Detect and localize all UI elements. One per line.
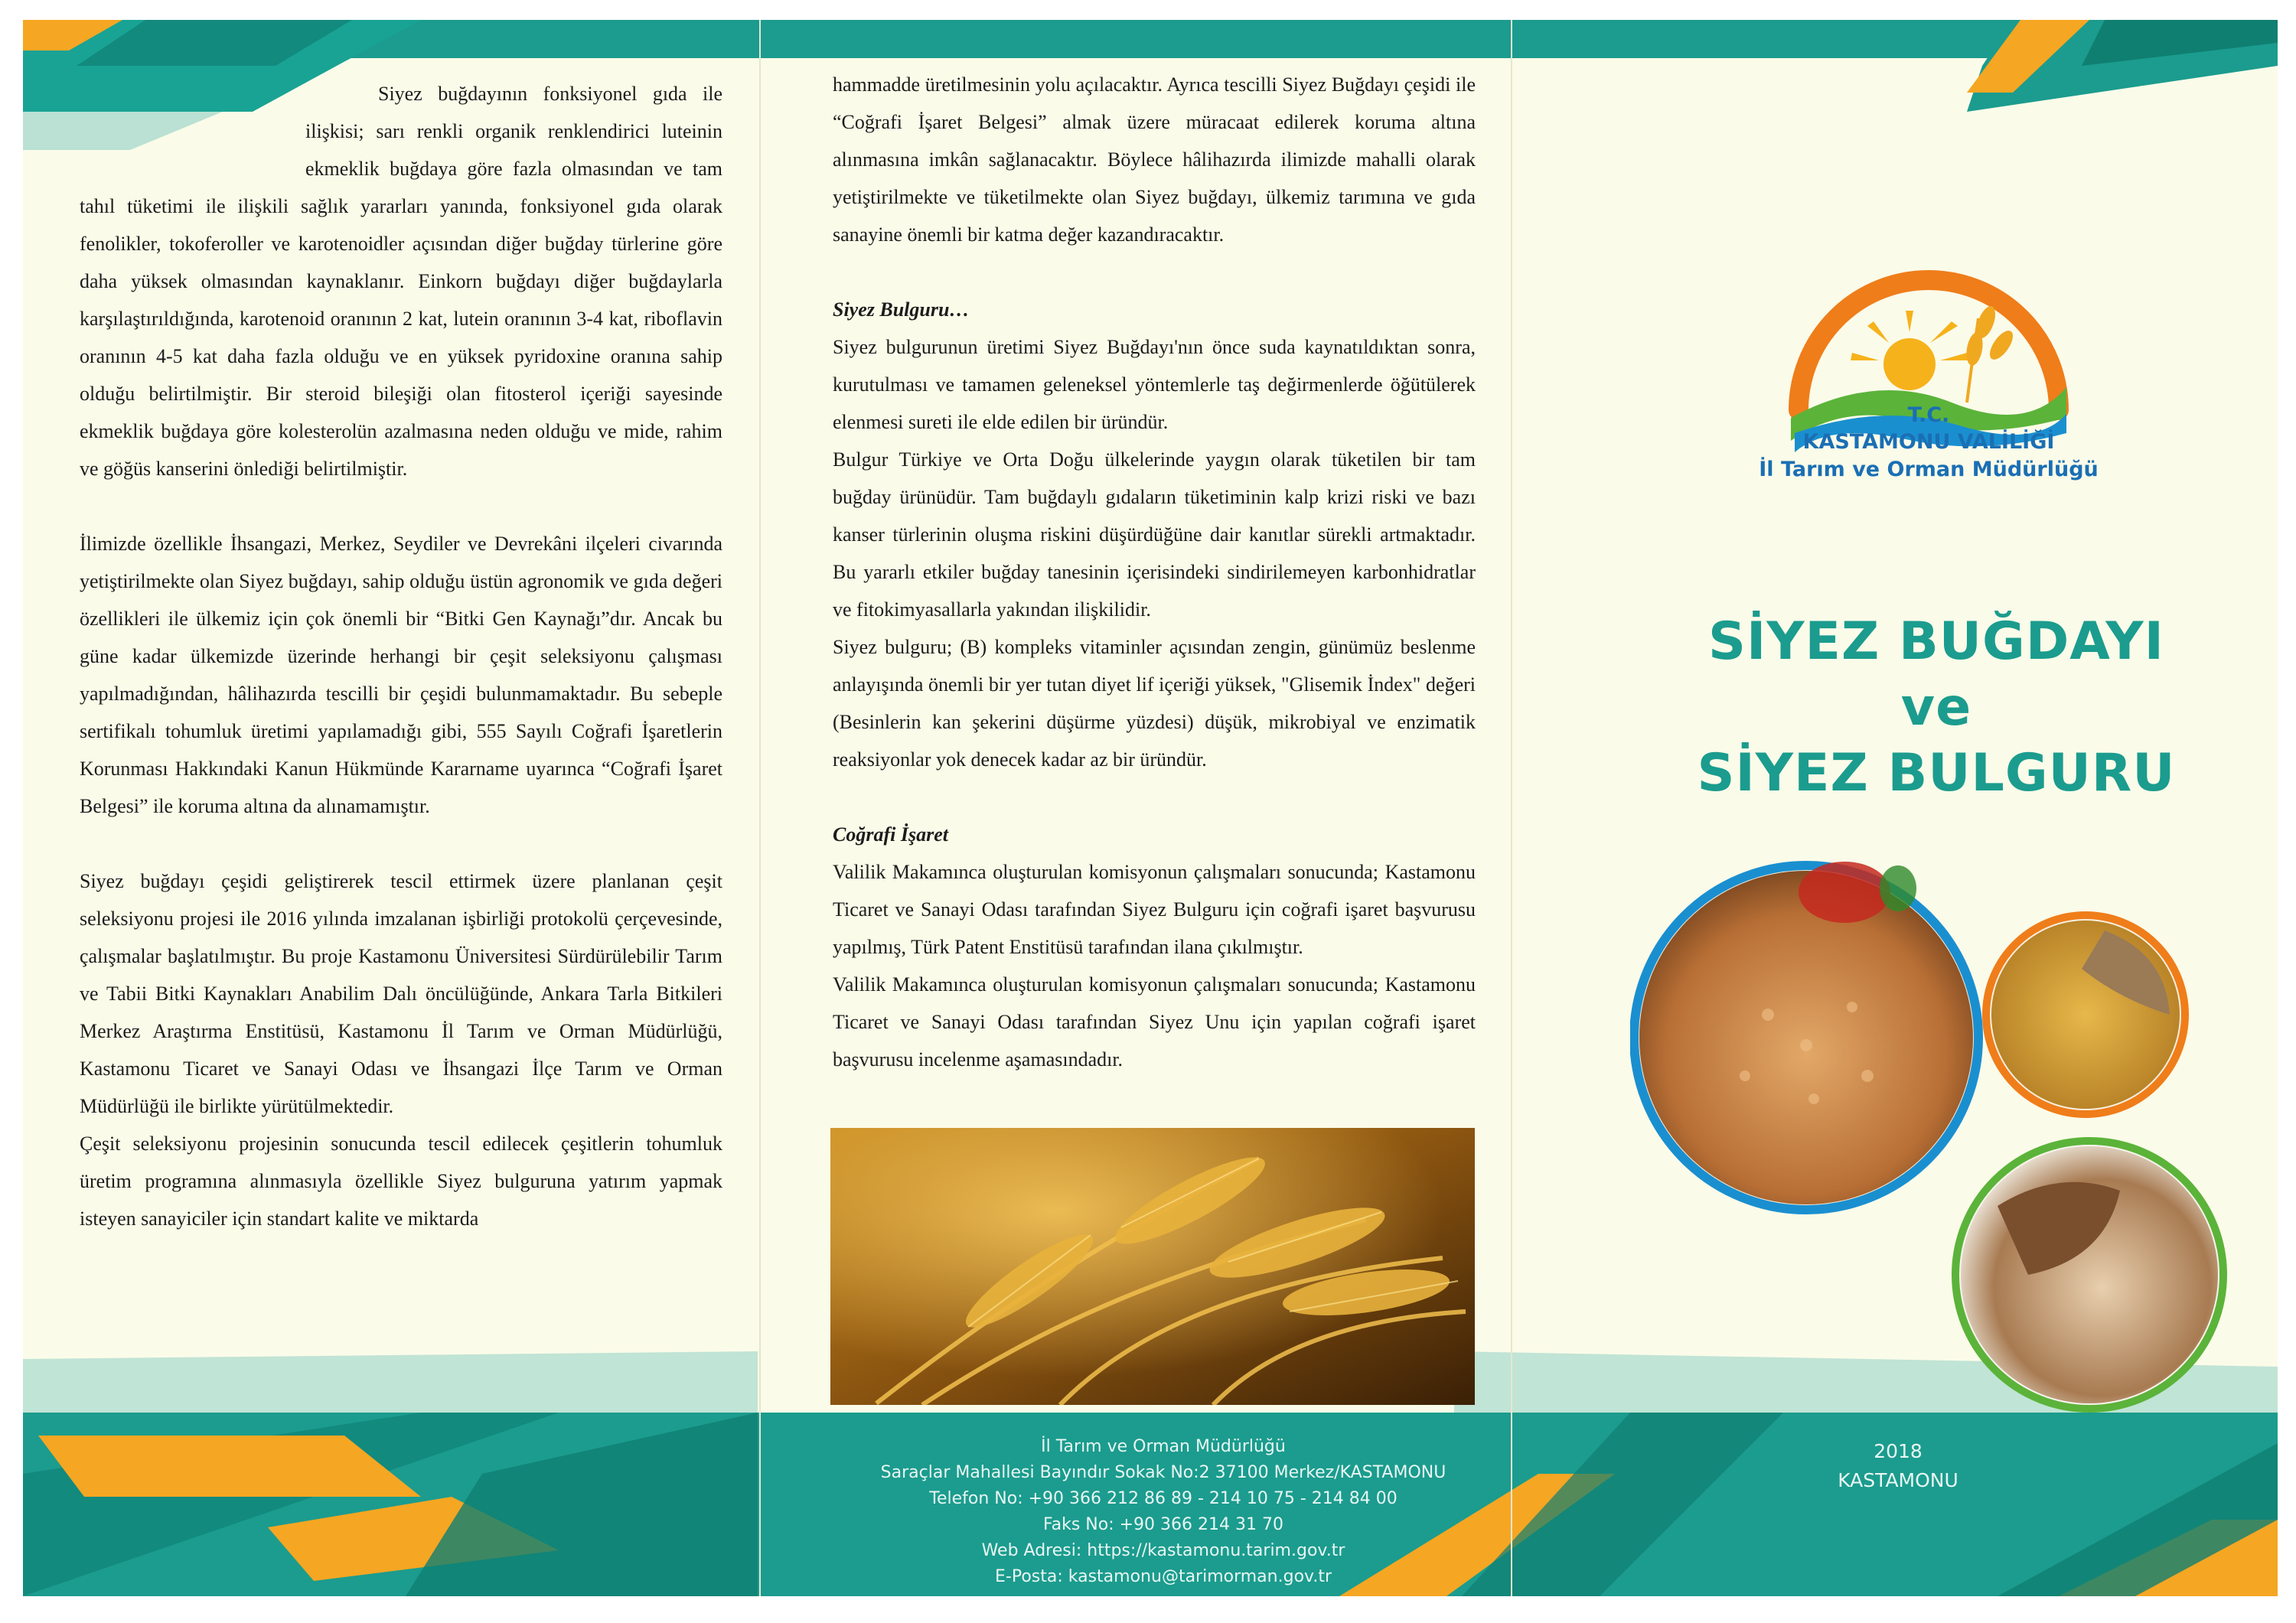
- contact-fax: Faks No: +90 366 214 31 70: [1042, 1515, 1283, 1534]
- left-intro-paragraph: Siyez buğdayının fonksiyonel gıda ile ilişkisi; sarı renkli organik renklendirici luteinin ekmeklik buğdaya göre fazla olmasından ve tam tahıl tüketimi ile ilişkili sağlık yararları yanında, fonksiyonel gıda olarak fenolikler, tokoferoller ve karotenoidler açısından diğer buğday türlerine göre daha yüksek olmasından kaynaklanır. Einkorn buğdayı diğer buğdaylarla karşılaştırıldığında, karotenoid oranının 2 kat, lutein oranının 3-4 kat, riboflavin oranının 4-5 kat daha fazla olduğu ve en yüksek pyridoxine oranına sahip olduğu belirtilmiştir. Bir steroid bileşiği olan fitosterol içeriği sayesinde ekmeklik buğdaya göre kolesterolün azalmasına neden olduğu ve mide, rahim ve göğüs kanserini önlediği belirtilmiştir.: [80, 83, 722, 480]
- cografi-paragraph-1: Valilik Makamınca oluşturulan komisyonun çalışmaları sonucunda; Kastamonu Ticaret ve Sanayi Odası tarafından Siyez Bulguru için coğrafi işaret başvurusu yapılmış, Türk Patent Enstitüsü tarafından ilana çıkılmıştır.: [833, 861, 1476, 958]
- bulgur-photo: [1634, 862, 1978, 1210]
- product-photos: [1630, 846, 2258, 1443]
- cover-year: 2018: [1874, 1440, 1923, 1462]
- left-panel: [80, 75, 722, 1237]
- flour-sack-photo: [1986, 915, 2185, 1114]
- fold-line-1: [759, 20, 761, 1596]
- contact-web: Web Adresi: https://kastamonu.tarim.gov.tr: [981, 1541, 1345, 1560]
- cover-date: [1783, 1437, 2013, 1495]
- ministry-logo: [1783, 249, 2074, 525]
- bulgur-paragraph-1: Siyez bulgurunun üretimi Siyez Buğdayı'nın önce suda kaynatıldıktan sonra, kurutulması ve tamamen geleneksel yöntemlerle taş değirmenlerde öğütülerek elenmesi sureti ile elde edilen bir üründür.: [833, 336, 1476, 433]
- contact-email: E-Posta: kastamonu@tarimorman.gov.tr: [995, 1567, 1332, 1586]
- wheat-photo: [830, 1128, 1475, 1405]
- logo-tc: T.C.: [1907, 403, 1950, 427]
- bottom-band-light: [23, 1351, 758, 1413]
- contact-office: İl Tarım ve Orman Müdürlüğü: [1041, 1437, 1286, 1456]
- bulgur-paragraph-3: Siyez bulguru; (B) kompleks vitaminler açısından zengin, günümüz beslenme anlayışında önemli bir yer tutan diyet lif içeriği yüksek, "Glisemik İndex" değeri (Besinlerin kan şekerini düşürme yüzdesi) düşük, mikrobiyal ve enzimatik reaksiyonlar yok denecek kadar az bir üründür.: [833, 636, 1476, 771]
- logo-directorate: İl Tarım ve Orman Müdürlüğü: [1759, 458, 2099, 481]
- cografi-paragraph-2: Valilik Makamınca oluşturulan komisyonun çalışmaları sonucunda; Kastamonu Ticaret ve Sanayi Odası tarafından Siyez Unu için yapılan coğrafi işaret başvurusu incelenme aşamasındadır.: [833, 973, 1476, 1071]
- cografi-heading: Coğrafi İşaret: [833, 823, 948, 846]
- middle-continuation: hammadde üretilmesinin yolu açılacaktır. Ayrıca tescilli Siyez Buğdayı çeşidi ile “Coğrafi İşaret Belgesi” almak üzere müracaat edilerek koruma altına alınmasına imkân sağlanacaktır. Böylece hâlihazırda ilimizde mahalli olarak yetiştirilmekte ve tüketilmekte olan Siyez buğdayı, ülkemiz tarımına ve gıda sanayine önemli bir katma değer kazandıracaktır.: [833, 73, 1476, 246]
- logo-text: [1737, 402, 2120, 484]
- contact-address: Saraçlar Mahallesi Bayındır Sokak No:2 37100 Merkez/KASTAMONU: [880, 1463, 1446, 1482]
- brochure-sheet: [23, 20, 2278, 1596]
- title-line-2: ve: [1900, 677, 1972, 738]
- sun-icon: [1851, 311, 1968, 390]
- title-line-3: SİYEZ BULGURU: [1697, 743, 2176, 803]
- wheat-sack-photo: [1955, 1141, 2223, 1409]
- bulgur-paragraph-2: Bulgur Türkiye ve Orta Doğu ülkelerinde yaygın olarak tüketilen bir tam buğday ürünüdür. Tam buğdaylı gıdaların tüketiminin kalp krizi riski ve bazı kanser türlerinin oluşma riskini düşürdüğüne dair kanıtlar sürekli artmaktadır. Bu yararlı etkiler buğday tanesinin içerisindeki sindirilemeyen karbonhidratlar ve fitokimyasallarla yakından ilişkilidir.: [833, 448, 1476, 621]
- fold-line-2: [1511, 20, 1512, 1596]
- middle-panel: [833, 66, 1476, 1078]
- cover-city: KASTAMONU: [1838, 1469, 1958, 1491]
- contact-phone: Telefon No: +90 366 212 86 89 - 214 10 75 - 214 84 00: [929, 1489, 1397, 1508]
- left-paragraph-4: Çeşit seleksiyonu projesinin sonucunda tescil edilecek çeşitlerin tohumluk üretim programına alınmasıyla özellikle Siyez bulguruna yatırım yapmak isteyen sanayiciler için standart kalite ve miktarda: [80, 1133, 722, 1230]
- title-line-1: SİYEZ BUĞDAYI: [1708, 611, 2164, 672]
- contact-info: [857, 1434, 1469, 1590]
- left-paragraph-2: İlimizde özellikle İhsangazi, Merkez, Seydiler ve Devrekâni ilçeleri civarında yetiştirilmekte olan Siyez buğdayı, sahip olduğu üstün agronomik ve gıda değeri özellikleri ile ülkemiz için çok önemli bir “Bitki Gen Kaynağı”dır. Ancak bu güne kadar ülkemizde üzerinde herhangi bir çeşit seleksiyonu çalışması yapılmadığından, hâlihazırda tescilli bir çeşidi bulunmamaktadır. Bu sebeple sertifikalı tohumluk üretimi yapılamadığı gibi, 555 Sayılı Coğrafi İşaretlerin Korunması Hakkındaki Kanun Hükmünde Kararname uyarınca “Coğrafi İşaret Belgesi” ile koruma altına da alınamamıştır.: [80, 533, 722, 817]
- left-paragraph-3: Siyez buğdayı çeşidi geliştirerek tescil ettirmek üzere planlanan çeşit seleksiyonu projesi ile 2016 yılında imzalanan işbirliği protokolü çerçevesinde, çalışmalar başlatılmıştır. Bu proje Kastamonu Üniversitesi Sürdürülebilir Tarım ve Tabii Bitki Kaynakları Anabilim Dalı öncülüğünde, Ankara Tarla Bitkileri Merkez Araştırma Enstitüsü, Kastamonu İl Tarım ve Orman Müdürlüğü, Kastamonu Ticaret ve Sanayi Odası ve İhsangazi İlçe Tarım ve Orman Müdürlüğü ile birlikte yürütülmektedir.: [80, 870, 722, 1117]
- bulgur-heading: Siyez Bulguru…: [833, 298, 970, 321]
- logo-governorship: KASTAMONU VALİLİĞİ: [1802, 430, 2055, 454]
- cover-title: [1668, 609, 2204, 807]
